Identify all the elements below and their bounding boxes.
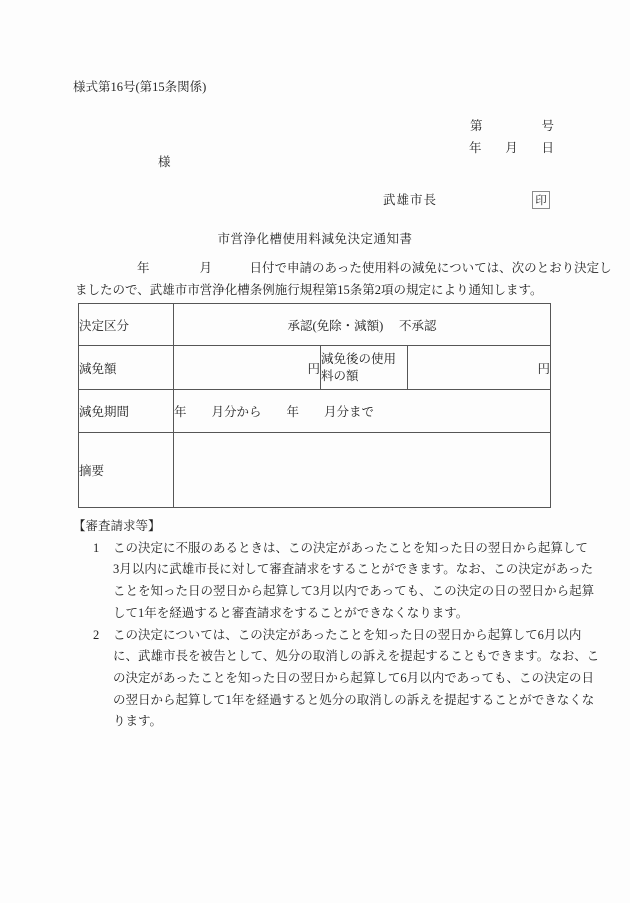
reduction-amount-yen-cell: 円 (174, 346, 321, 390)
decision-category-label: 決定区分 (79, 304, 174, 346)
table-row-decision (79, 304, 551, 346)
table-row-period (79, 390, 551, 433)
appeal-item-1-line-1: この決定に不服のあるときは、この決定があったことを知った日の翌日から起算して (113, 540, 588, 555)
appeal-item-2-number: 2 (93, 627, 100, 642)
appeal-item-2-line-2: に、武雄市長を被告として、処分の取消しの訴えを提起することもできます。なお、こ (113, 649, 600, 664)
sender-title: 武雄市長 (383, 193, 438, 207)
decision-table (78, 303, 551, 508)
doc-no-prefix: 第 (470, 119, 483, 133)
date-year-label: 年 (469, 141, 482, 155)
table-row-remarks (79, 433, 551, 508)
reduction-period-value: 年 月分から 年 月分まで (174, 390, 551, 433)
seal-box: 印 (532, 191, 550, 209)
appeal-item-1 (73, 538, 599, 625)
body-paragraph (75, 258, 612, 301)
body-line-1: 年 月 日付で申請のあった使用料の減免については、次のとおり決定し (137, 261, 612, 275)
doc-no-suffix: 号 (541, 119, 554, 133)
appeal-item-1-line-4: して1年を経過すると審査請求をすることができなくなります。 (113, 605, 469, 620)
reduction-period-label: 減免期間 (79, 390, 174, 433)
appeal-item-2 (73, 625, 599, 734)
remarks-label: 摘要 (79, 433, 174, 508)
form-number: 様式第16号(第15条関係) (73, 80, 207, 94)
appeal-item-1-number: 1 (93, 540, 100, 555)
addressee-honorific: 様 (158, 155, 171, 169)
post-reduction-fee-yen-cell: 円 (408, 346, 551, 390)
appeal-section (73, 516, 599, 733)
post-reduction-fee-label: 減免後の使用料の額 (321, 346, 408, 390)
appeal-item-1-line-2: 3月以内に武雄市長に対して審査請求をすることができます。なお、この決定があった (113, 562, 594, 577)
appeal-item-2-line-5: ります。 (113, 714, 163, 729)
appeal-item-2-line-3: の決定があったことを知った日の翌日から起算して6月以内であっても、この決定の日 (113, 670, 595, 685)
reduction-amount-label: 減免額 (79, 346, 174, 390)
appeal-item-2-line-4: の翌日から起算して1年を経過すると処分の取消しの訴えを提起することができなくな (113, 692, 595, 707)
date-month-label: 月 (505, 141, 518, 155)
date-day-label: 日 (541, 141, 554, 155)
document-title: 市営浄化槽使用料減免決定通知書 (217, 232, 413, 246)
appeal-heading: 【審査請求等】 (73, 519, 161, 533)
decision-category-value: 承認(免除・減額) 不承認 (174, 304, 551, 346)
document-number-line (470, 116, 554, 134)
date-line (469, 138, 554, 156)
table-row-amount (79, 346, 551, 390)
appeal-item-2-line-1: この決定については、この決定があったことを知った日の翌日から起算して6月以内 (113, 627, 582, 642)
appeal-item-1-line-3: ことを知った日の翌日から起算して3月以内であっても、この決定の日の翌日から起算 (113, 584, 595, 599)
remarks-value (174, 433, 551, 508)
body-line-2: ましたので、武雄市市営浄化槽条例施行規程第15条第2項の規定により通知します。 (75, 282, 543, 297)
